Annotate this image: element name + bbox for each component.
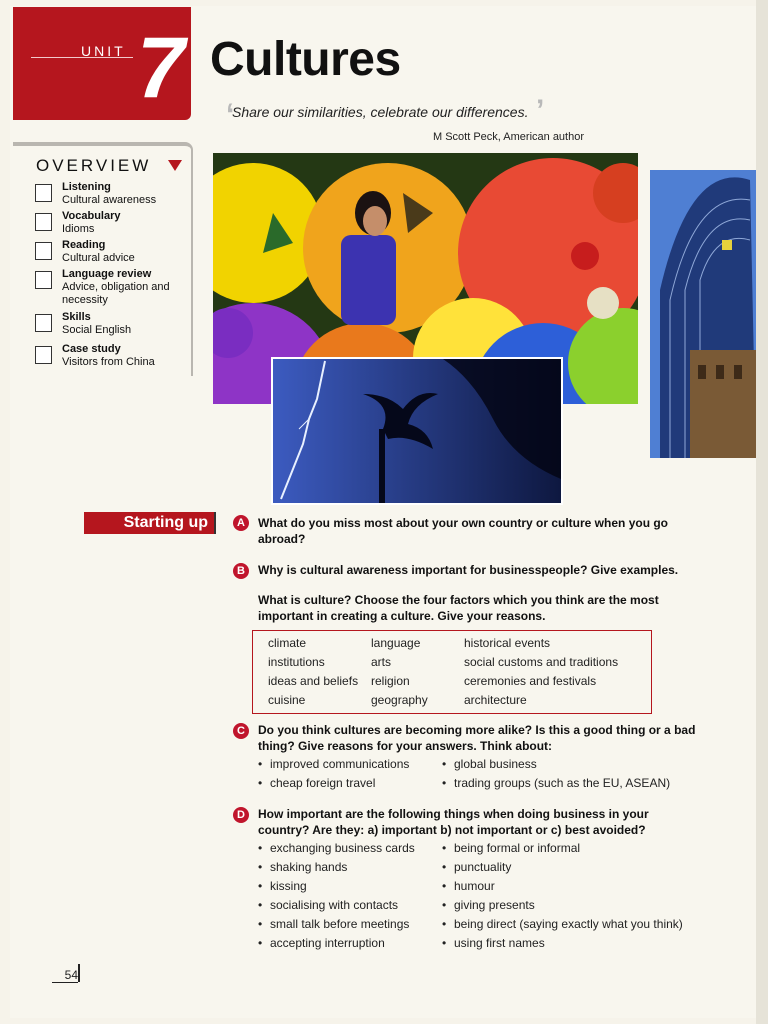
overview-detail: Advice, obligation and necessity (62, 281, 170, 306)
overview-heading: Reading (62, 239, 106, 251)
page-number: 54 (52, 968, 78, 983)
unit-badge (13, 7, 191, 120)
overview-detail: Social English (62, 324, 132, 336)
question-badge: C (233, 723, 249, 739)
bullet-item: • using first names (454, 936, 545, 950)
page-number-rule (78, 964, 80, 982)
question-d: How important are the following things when doing business in your country? Are they: a) important b) not important or c) best avoided? (258, 807, 649, 837)
question-b-part2: What is culture? Choose the four factors which you think are the most important in creating a culture. Give your reasons. (258, 593, 659, 623)
bullet-item: • giving presents (454, 898, 535, 912)
unit-label: UNIT (81, 43, 126, 59)
factor-item: geography (371, 693, 428, 707)
question-a: What do you miss most about your own country or culture when you go abroad? (258, 516, 669, 546)
factor-item: language (371, 636, 421, 650)
question-badge: D (233, 807, 249, 823)
overview-detail: Visitors from China (62, 356, 155, 368)
checkbox[interactable] (35, 314, 52, 332)
overview-heading: Case study (62, 343, 121, 355)
checkbox[interactable] (35, 346, 52, 364)
close-quote-icon: ’ (536, 94, 545, 127)
factor-item: arts (371, 655, 392, 669)
quote: Share our similarities, celebrate our differences. (232, 104, 529, 120)
factor-item: historical events (464, 636, 551, 650)
bullet-item: • small talk before meetings (270, 917, 409, 931)
bullet-item: • cheap foreign travel (270, 776, 375, 790)
overview-heading: Listening (62, 181, 111, 193)
bullet-item: • shaking hands (270, 860, 347, 874)
factor-item: cuisine (268, 693, 306, 707)
overview-detail: Cultural awareness (62, 194, 157, 206)
factor-item: architecture (464, 693, 527, 707)
overview-detail: Cultural advice (62, 252, 135, 264)
bullet-item: • exchanging business cards (270, 841, 415, 855)
overview-heading: Vocabulary (62, 210, 121, 222)
storm-photo (271, 357, 563, 505)
factor-item: climate (268, 636, 307, 650)
open-quote-icon: ‘ (226, 98, 235, 131)
question-b: Why is cultural awareness important for businesspeople? Give examples. (258, 563, 679, 577)
factor-item: religion (371, 674, 410, 688)
question-c: Do you think cultures are becoming more alike? Is this a good thing or a bad thing? Give reasons for your answers. Think about: (258, 723, 696, 753)
factor-item: social customs and traditions (464, 655, 619, 669)
triangle-down-icon (168, 160, 182, 171)
page-title: Cultures (210, 33, 401, 86)
question-badge: A (233, 515, 249, 531)
checkbox[interactable] (35, 242, 52, 260)
bullet-item: • being formal or informal (454, 841, 580, 855)
bullet-item: • punctuality (454, 860, 511, 874)
factor-item: institutions (268, 655, 325, 669)
question-badge: B (233, 563, 249, 579)
page-edge-shadow (756, 0, 768, 1024)
overview-detail: Idioms (62, 223, 95, 235)
bullet-item: • improved communications (270, 757, 409, 771)
factor-item: ideas and beliefs (268, 674, 359, 688)
overview-heading: Skills (62, 311, 91, 323)
checkbox[interactable] (35, 271, 52, 289)
checkbox[interactable] (35, 184, 52, 202)
bullet-item: • accepting interruption (270, 936, 385, 950)
building-photo (650, 170, 756, 458)
factor-item: ceremonies and festivals (464, 674, 597, 688)
bullet-item: • being direct (saying exactly what you think) (454, 917, 683, 931)
bullet-item: • global business (454, 757, 537, 771)
factors-box (252, 630, 652, 714)
bullet-item: • socialising with contacts (270, 898, 398, 912)
checkbox[interactable] (35, 213, 52, 231)
section-label: Starting up (84, 512, 216, 534)
overview-title: OVERVIEW (36, 156, 152, 175)
bullet-item: • trading groups (such as the EU, ASEAN) (454, 776, 670, 790)
unit-number: 7 (137, 20, 185, 116)
bullet-item: • humour (454, 879, 495, 893)
overview-panel (13, 142, 193, 376)
overview-heading: Language review (62, 268, 152, 280)
quote-author: M Scott Peck, American author (433, 131, 585, 143)
bullet-item: • kissing (270, 879, 307, 893)
